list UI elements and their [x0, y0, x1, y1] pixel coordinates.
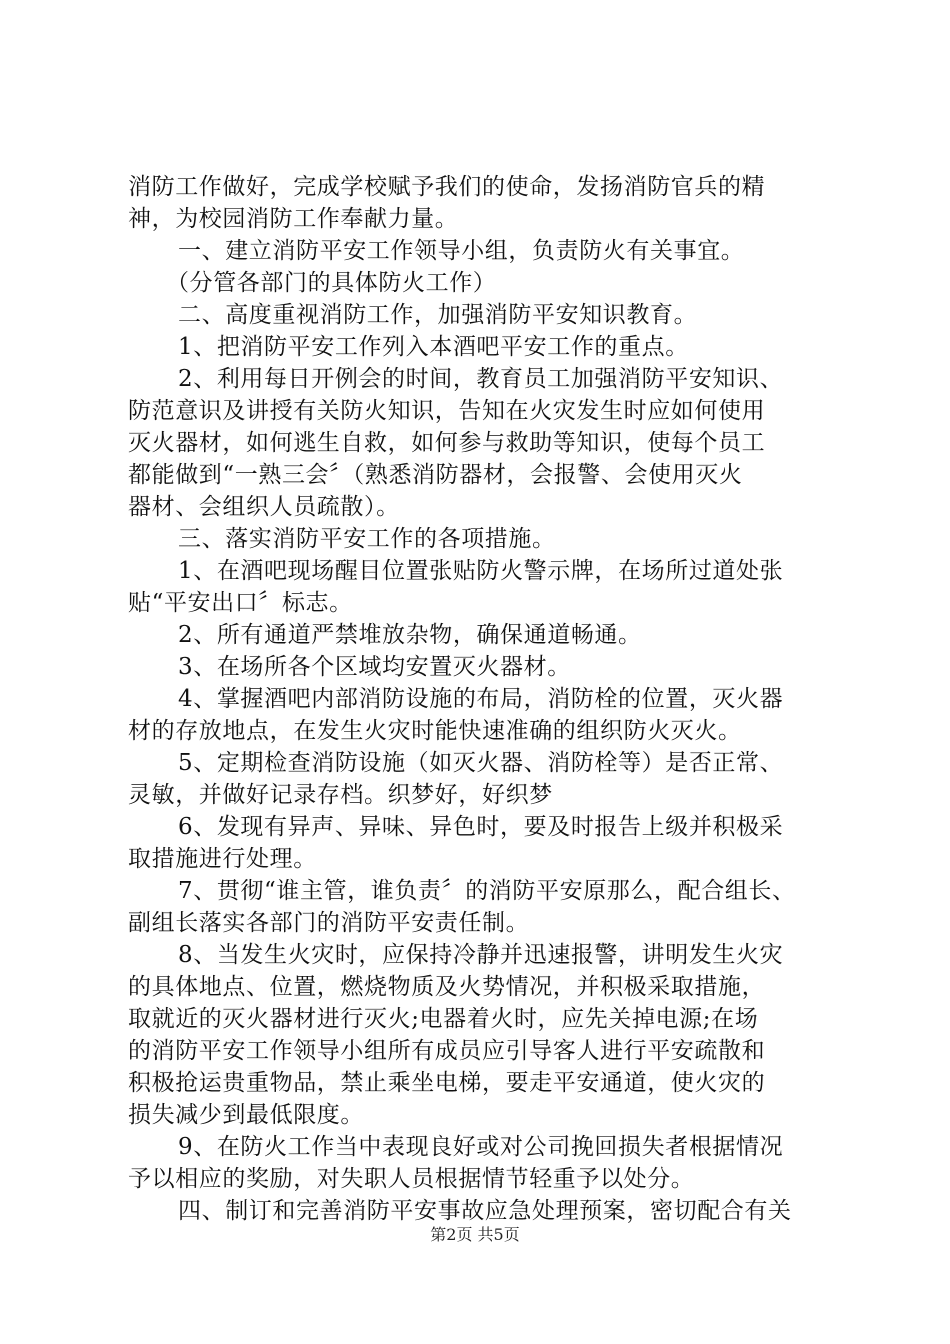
text-line: 二、高度重视消防工作，加强消防平安知识教育。: [178, 302, 698, 328]
text-line: 1、在酒吧现场醒目位置张贴防火警示牌，在场所过道处张: [178, 558, 784, 584]
text-line: 的消防平安工作领导小组所有成员应引导客人进行平安疏散和: [128, 1038, 766, 1064]
text-line: 防范意识及讲授有关防火知识，告知在火灾发生时应如何使用: [128, 398, 766, 424]
text-line: 4、掌握酒吧内部消防设施的布局，消防栓的位置，灭火器: [178, 686, 784, 712]
text-line: 贴“平安出口〞标志。: [128, 590, 353, 616]
text-line: 材的存放地点，在发生火灾时能快速准确的组织防火灭火。: [128, 718, 742, 744]
text-line: 一、建立消防平安工作领导小组，负责防火有关事宜。: [178, 238, 745, 264]
text-line: 6、发现有异声、异味、异色时，要及时报告上级并积极采: [178, 814, 784, 840]
page-number-footer: 第2页 共5页: [430, 1225, 520, 1244]
text-line: 副组长落实各部门的消防平安责任制。: [128, 910, 530, 936]
text-line: 3、在场所各个区域均安置灭火器材。: [178, 654, 571, 680]
text-line: 7、贯彻“谁主管，谁负责〞的消防平安原那么，配合组长、: [178, 878, 796, 904]
text-line: 消防工作做好，完成学校赋予我们的使命，发扬消防官兵的精: [128, 174, 766, 200]
text-line: 取就近的灭火器材进行灭火;电器着火时，应先关掉电源;在场: [128, 1006, 759, 1032]
document-body: [128, 171, 828, 1227]
text-line: 损失减少到最低限度。: [128, 1102, 364, 1128]
text-line: 2、利用每日开例会的时间，教育员工加强消防平安知识、: [178, 366, 784, 392]
text-line: 都能做到“一熟三会〞（熟悉消防器材，会报警、会使用灭火: [128, 462, 743, 488]
text-line: 2、所有通道严禁堆放杂物，确保通道畅通。: [178, 622, 642, 648]
text-line: 神，为校园消防工作奉献力量。: [128, 206, 459, 232]
text-line: 器材、会组织人员疏散）。: [128, 494, 400, 520]
text-line: 四、制订和完善消防平安事故应急处理预案，密切配合有关: [178, 1198, 792, 1224]
text-line: 5、定期检查消防设施（如灭火器、消防栓等）是否正常、: [178, 750, 784, 776]
text-line: 灭火器材，如何逃生自救，如何参与救助等知识，使每个员工: [128, 430, 766, 456]
text-line: 三、落实消防平安工作的各项措施。: [178, 526, 556, 552]
text-line: 1、把消防平安工作列入本酒吧平安工作的重点。: [178, 334, 689, 360]
text-line: 灵敏，并做好记录存档。织梦好，好织梦: [128, 782, 553, 808]
text-line: 取措施进行处理。: [128, 846, 317, 872]
text-line: 的具体地点、位置，燃烧物质及火势情况，并积极采取措施，: [128, 974, 766, 1000]
text-line: 予以相应的奖励，对失职人员根据情节轻重予以处分。: [128, 1166, 695, 1192]
text-line: 积极抢运贵重物品，禁止乘坐电梯，要走平安通道，使火灾的: [128, 1070, 766, 1096]
text-line: 9、在防火工作当中表现良好或对公司挽回损失者根据情况: [178, 1134, 784, 1160]
text-line: 8、当发生火灾时，应保持冷静并迅速报警，讲明发生火灾: [178, 942, 784, 968]
text-line: （分管各部门的具体防火工作）: [166, 270, 497, 296]
